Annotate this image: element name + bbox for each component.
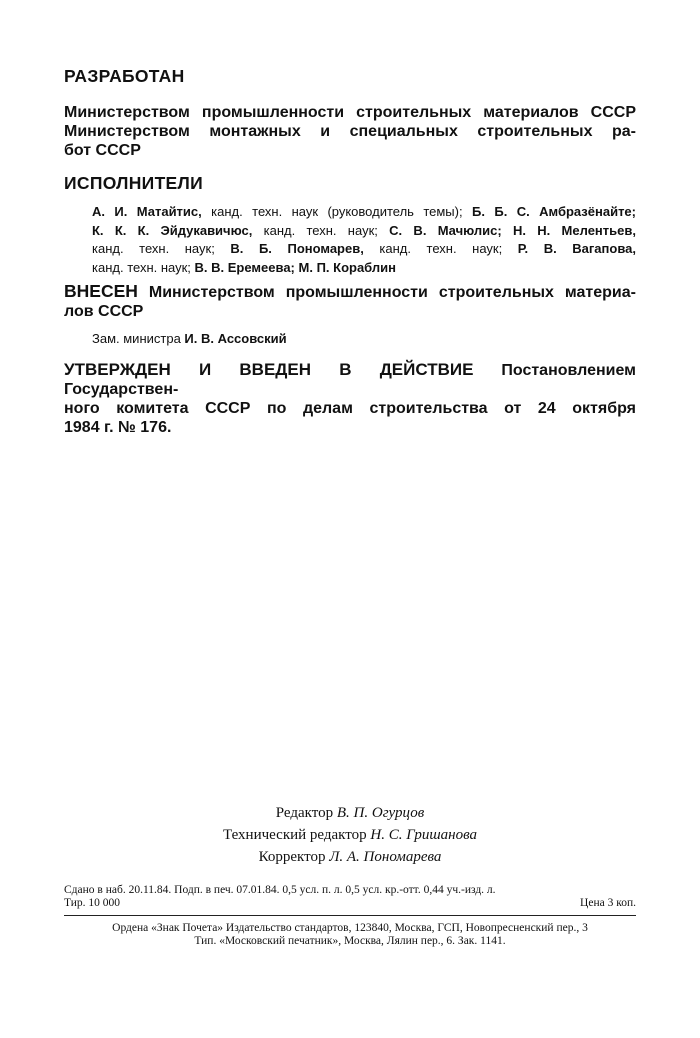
deputy-label: Зам. министра <box>92 331 185 346</box>
credit-role: Корректор <box>258 849 330 865</box>
introduced-heading: ВНЕСЕН <box>64 281 138 301</box>
developed-heading: РАЗРАБОТАН <box>64 66 185 86</box>
executors-line <box>92 203 636 222</box>
divider-line <box>64 915 636 916</box>
introduced-text <box>64 282 636 321</box>
executor-name: Н. Н. Мелентьев, <box>513 222 636 238</box>
imprint <box>64 884 636 910</box>
imprint-circulation: Тир. 10 000 <box>64 897 121 909</box>
printer-line: Тип. «Московский печатник», Москва, Лялин пер., 6. Зак. 1141. <box>194 935 506 947</box>
introduced-line: лов СССР <box>64 303 144 320</box>
executor-title: канд. техн. наук; <box>92 259 195 275</box>
executor-title: канд. техн. наук; <box>252 222 390 238</box>
executors-line <box>92 240 636 259</box>
developed-line: Министерством монтажных и специальных строительных ра- <box>64 123 636 140</box>
executor-name: М. П. Кораблин <box>298 259 396 275</box>
imprint-line <box>64 897 636 910</box>
credit-name: Н. С. Гришанова <box>370 827 478 843</box>
approved-line <box>64 360 636 399</box>
credit-tech-editor <box>0 824 700 846</box>
introduced-line-text: Министерством промышленности строительных материа- <box>137 284 636 301</box>
developed-line: бот СССР <box>64 142 141 159</box>
developed-text <box>64 103 636 160</box>
executor-name: С. В. Мачюлис; <box>389 222 502 238</box>
executor-title <box>502 223 513 238</box>
executor-name: К. К. К. Эйдукавичюс, <box>92 222 253 238</box>
executors-line <box>92 259 636 278</box>
executor-title: канд. техн. наук (руководитель темы); <box>201 204 472 219</box>
executor-title: канд. техн. наук; <box>363 241 518 256</box>
credit-name: В. П. Огурцов <box>336 805 425 821</box>
approved-heading: УТВЕРЖДЕН И ВВЕДЕН В ДЕЙСТВИЕ <box>64 360 474 379</box>
approved-line: ного комитета СССР по делам строительства от 24 октября <box>64 400 636 417</box>
publisher-line: Ордена «Знак Почета» Издательство стандартов, 123840, Москва, ГСП, Новопресненский пер., 3 <box>112 922 588 934</box>
imprint-line <box>64 884 636 897</box>
approved-text <box>64 360 636 437</box>
credit-name: Л. А. Пономарева <box>329 849 442 865</box>
executors-list <box>92 203 636 277</box>
deputy-minister <box>92 331 287 346</box>
imprint-price: Цена 3 коп. <box>580 897 636 909</box>
executors-line <box>92 222 636 241</box>
deputy-name: И. В. Ассовский <box>184 331 287 346</box>
executor-name: В. Б. Пономарев, <box>230 241 364 256</box>
introduced-line <box>64 282 636 302</box>
executor-name: В. В. Еремеева; <box>194 259 295 275</box>
executor-name: Р. В. Вагапова, <box>517 241 636 256</box>
credit-proofreader <box>0 846 700 868</box>
credit-role: Технический редактор <box>222 827 371 843</box>
credit-editor <box>0 802 700 824</box>
executors-heading: ИСПОЛНИТЕЛИ <box>64 173 203 193</box>
developed-line: Министерством промышленности строительных материалов СССР <box>64 104 636 121</box>
executor-title: канд. техн. наук; <box>92 241 231 256</box>
credits <box>0 802 700 868</box>
executor-name: Б. Б. С. Амбразёнайте; <box>472 204 636 219</box>
executor-name: А. И. Матайтис, <box>92 204 202 219</box>
publisher-footer <box>64 922 636 948</box>
imprint-print-data: Сдано в наб. 20.11.84. Подп. в печ. 07.01.84. 0,5 усл. п. л. 0,5 усл. кр.-отт. 0,44 уч.-изд. л. <box>64 884 496 896</box>
approved-line-text: Постановлением Государствен- <box>64 362 637 398</box>
credit-role: Редактор <box>275 805 337 821</box>
approved-line: 1984 г. № 176. <box>64 419 172 436</box>
